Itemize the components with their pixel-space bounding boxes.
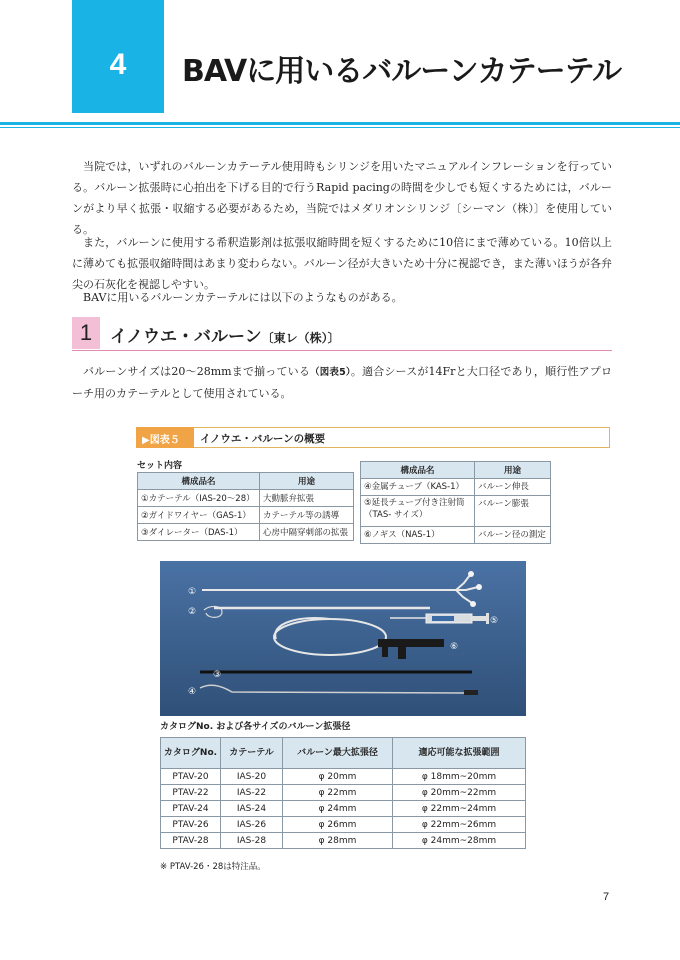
figure-tag: ▶図表５ — [142, 435, 180, 446]
table-row — [361, 479, 551, 496]
photo-label-6: ⑥ — [450, 642, 459, 652]
catalog-table — [160, 737, 526, 849]
figure-reference: （図表5） — [310, 367, 351, 378]
table-row — [138, 507, 354, 524]
section-title — [110, 322, 340, 347]
table-cell: ⑤延長チューブ付き注射筒（TAS- サイズ） — [361, 496, 475, 527]
table-row — [361, 527, 551, 544]
header-rule — [0, 122, 680, 125]
table-cell: φ 26mm — [283, 817, 393, 833]
photo-label-5: ⑤ — [490, 616, 499, 626]
table-cell: PTAV-22 — [161, 785, 221, 801]
table-row — [161, 769, 526, 785]
table-header: カテーテル — [221, 738, 283, 769]
table-cell: 大動脈弁拡張 — [260, 490, 354, 507]
intro-paragraph-3: BAVに用いるバルーンカテーテルには以下のようなものがある。 — [83, 291, 403, 304]
table-cell: カテーテル等の誘導 — [260, 507, 354, 524]
figure-title: イノウエ・バルーンの概要 — [200, 433, 326, 445]
photo-label-4: ④ — [188, 687, 197, 697]
table-cell: PTAV-28 — [161, 833, 221, 849]
table-cell: PTAV-24 — [161, 801, 221, 817]
catalog-label: カタログNo. および各サイズのバルーン拡張径 — [160, 722, 351, 732]
section-subtitle: 〔東レ（株）〕 — [261, 331, 340, 345]
table-row — [161, 817, 526, 833]
table-cell: φ 24mm~28mm — [393, 833, 526, 849]
table-header: 用途 — [475, 462, 551, 479]
table-header: カタログNo. — [161, 738, 221, 769]
set-contents-table-left — [137, 472, 354, 541]
footnote: ※ PTAV-26・28は特注品。 — [160, 862, 266, 872]
table-row — [138, 524, 354, 541]
section-title-text: イノウエ・バルーン — [110, 327, 262, 347]
page-number: 7 — [603, 891, 610, 903]
table-row — [361, 496, 551, 527]
table-cell: IAS-20 — [221, 769, 283, 785]
table-cell: バルーン膨張 — [475, 496, 551, 527]
table-cell: IAS-28 — [221, 833, 283, 849]
table-cell: φ 22mm~24mm — [393, 801, 526, 817]
photo-label-1: ① — [188, 587, 197, 597]
table-cell: φ 20mm — [283, 769, 393, 785]
table-cell: φ 20mm~22mm — [393, 785, 526, 801]
section-paragraph-before: バルーンサイズは20～28mmまで揃っている — [83, 365, 311, 378]
table-header: 構成品名 — [361, 462, 475, 479]
table-row — [161, 801, 526, 817]
section-paragraph — [72, 361, 612, 404]
chapter-number: 4 — [109, 48, 127, 81]
set-contents-table-right — [360, 461, 551, 544]
table-row — [161, 833, 526, 849]
table-cell: IAS-22 — [221, 785, 283, 801]
table-cell: ③ダイレーター（DAS-1） — [138, 524, 260, 541]
photo-label-3: ③ — [213, 670, 222, 680]
set-contents-label: セット内容 — [137, 461, 183, 471]
table-header: 構成品名 — [138, 473, 260, 490]
table-cell: ⑥ノギス（NAS-1） — [361, 527, 475, 544]
intro-paragraph-2: また，バルーンに使用する希釈造影剤は拡張収縮時間を短くするために10倍にまで薄めている。10倍以上に薄めても拡張収縮時間はあまり変わらない。バルーン径が大きいため十分に視認でき，また薄いほうが各弁尖の石灰化を視認しやすい。 — [72, 236, 612, 291]
chapter-title: BAVに用いるバルーンカテーテル — [182, 54, 622, 89]
section-number: 1 — [79, 320, 93, 345]
photo-label-2: ② — [188, 607, 197, 617]
product-photo — [160, 561, 526, 716]
table-cell: ④金属チューブ（KAS-1） — [361, 479, 475, 496]
table-cell: φ 22mm — [283, 785, 393, 801]
table-cell: PTAV-20 — [161, 769, 221, 785]
table-cell: φ 22mm~26mm — [393, 817, 526, 833]
table-cell: φ 28mm — [283, 833, 393, 849]
table-row — [138, 490, 354, 507]
intro-paragraph-1: 当院では，いずれのバルーンカテーテル使用時もシリンジを用いたマニュアルインフレーションを行っている。バルーン拡張時に心拍出を下げる目的で行うRapid pacingの時間を少しでも短くするためには，バルーンがより早く拡張・収縮する必要があるため，当院ではメダリオンシリンジ〔シーマン（株）〕を使用している。 — [72, 160, 612, 236]
table-cell: IAS-26 — [221, 817, 283, 833]
table-cell: PTAV-26 — [161, 817, 221, 833]
table-header: バルーン最大拡張径 — [283, 738, 393, 769]
table-cell: バルーン伸長 — [475, 479, 551, 496]
table-header: 用途 — [260, 473, 354, 490]
table-cell: φ 24mm — [283, 801, 393, 817]
table-cell: バルーン径の測定 — [475, 527, 551, 544]
section-paragraph-after: 。適合シースが14Frと大口径であり，順行性アプローチ用のカテーテルとして使用されている。 — [72, 365, 612, 400]
section-rule — [72, 350, 612, 351]
table-row — [161, 785, 526, 801]
table-cell: 心房中隔穿刺部の拡張 — [260, 524, 354, 541]
header-rule-thin — [0, 127, 680, 128]
table-header: 適応可能な拡張範囲 — [393, 738, 526, 769]
table-cell: ②ガイドワイヤー（GAS-1） — [138, 507, 260, 524]
table-cell: IAS-24 — [221, 801, 283, 817]
table-cell: φ 18mm~20mm — [393, 769, 526, 785]
table-cell: ①カテーテル（IAS-20～28） — [138, 490, 260, 507]
